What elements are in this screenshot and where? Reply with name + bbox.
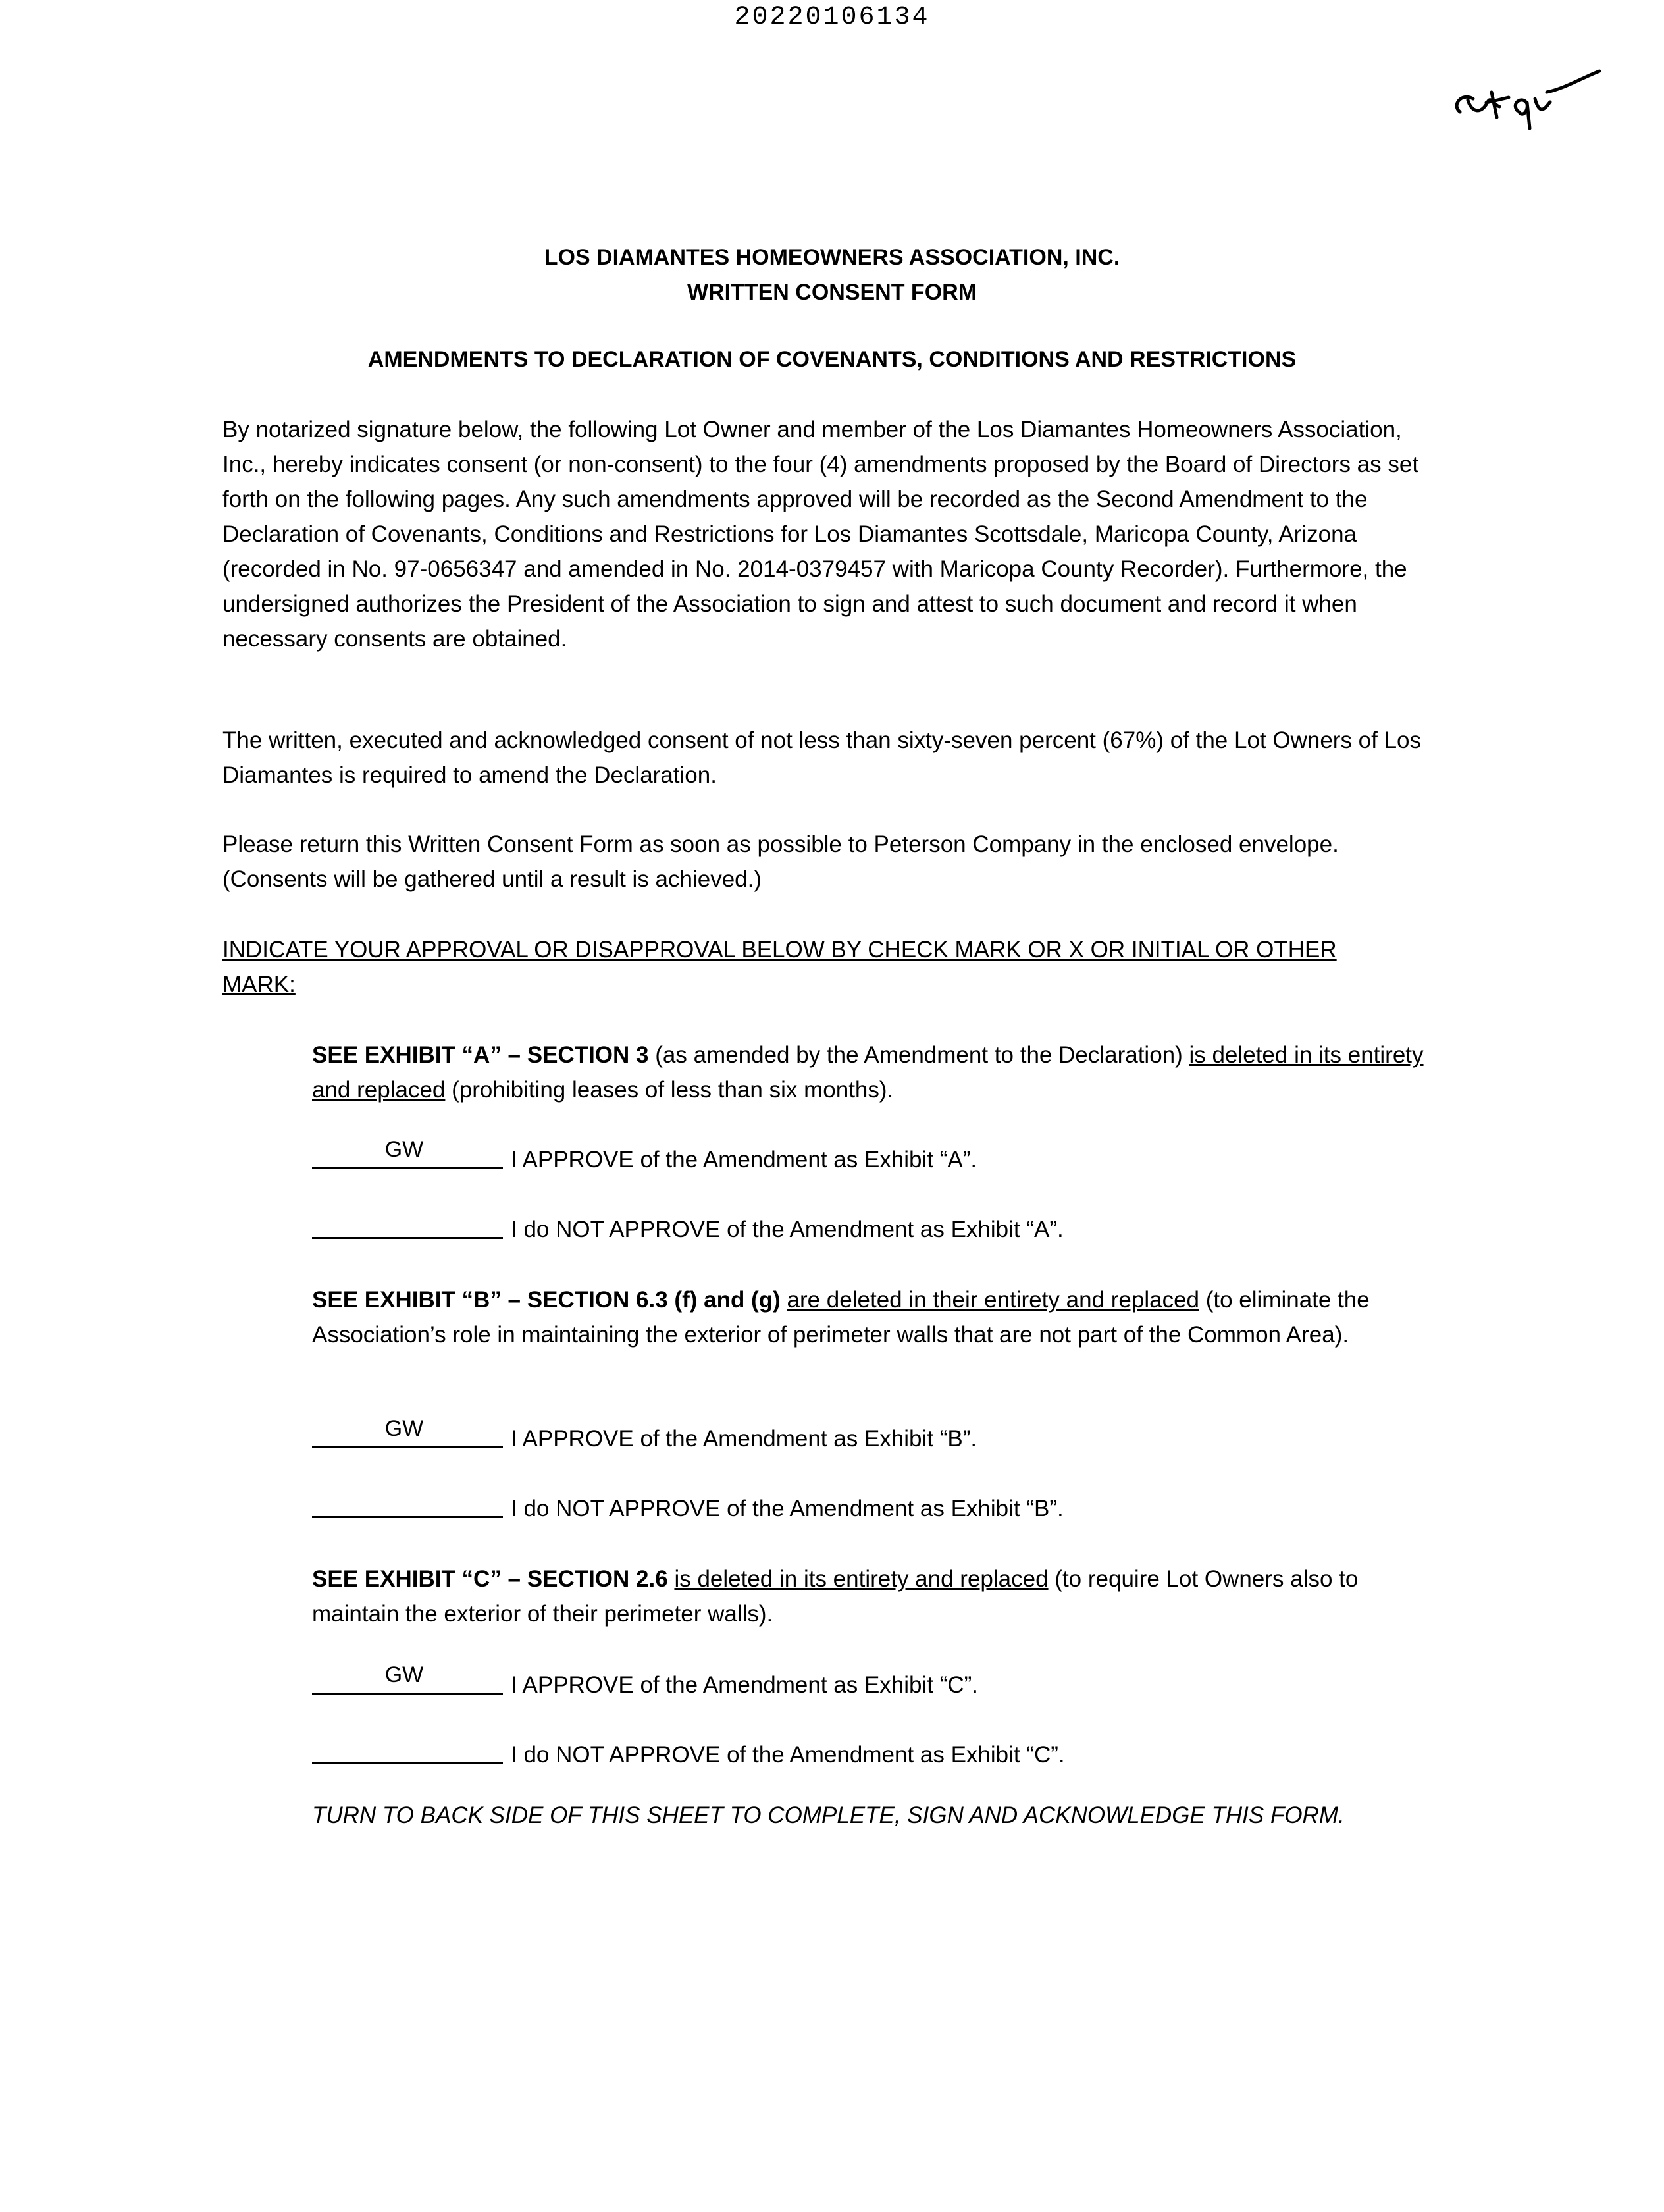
- exhibit-b-heading: SEE EXHIBIT “B” – SECTION 6.3 (f) and (g): [312, 1287, 781, 1313]
- form-title: WRITTEN CONSENT FORM: [687, 280, 977, 305]
- exhibit-a-post: (prohibiting leases of less than six months).: [445, 1077, 894, 1103]
- exhibit-c-disapprove-line: [312, 1729, 1234, 1768]
- exhibit-c-disapprove-blank[interactable]: [312, 1762, 503, 1764]
- return-instructions-paragraph: Please return this Written Consent Form as soon as possible to Peterson Company in the enclosed envelope. (Consents will be gathered until a result is achieved.): [222, 831, 1339, 892]
- exhibit-a-pre: (as amended by the Amendment to the Declaration): [648, 1042, 1189, 1068]
- org-name: LOS DIAMANTES HOMEOWNERS ASSOCIATION, INC.: [544, 245, 1120, 270]
- exhibit-c-description: [312, 1562, 1444, 1631]
- exhibit-b-approve-initials: GW: [384, 1416, 424, 1441]
- exhibit-b-disapprove-blank[interactable]: [312, 1516, 503, 1518]
- exhibit-c-approve-line: [312, 1659, 1234, 1698]
- exhibit-b-post: (to eliminate the Association’s role in maintaining the exterior of perimeter walls that are not part of the Common Area).: [312, 1287, 1370, 1348]
- exhibit-a-description: [312, 1038, 1444, 1107]
- footer-note: TURN TO BACK SIDE OF THIS SHEET TO COMPLETE, SIGN AND ACKNOWLEDGE THIS FORM.: [312, 1803, 1345, 1828]
- intro-paragraph: By notarized signature below, the following Lot Owner and member of the Los Diamantes Homeowners Association, Inc., hereby indicates consent (or non-consent) to the four (4) amendments proposed by the Board of Directors as set forth on the following pages. Any such amendments approved will be recorded as the Second Amendment to the Declaration of Covenants, Conditions and Restrictions for Los Diamantes Scottsdale, Maricopa County, Arizona (recorded in No. 97-0656347 and amended in No. 2014-0379457 with Maricopa County Recorder). Furthermore, the undersigned authorizes the President of the Association to sign and attest to such document and record it when necessary consents are obtained.: [222, 417, 1419, 652]
- exhibit-c-approve-blank[interactable]: [312, 1693, 503, 1695]
- exhibit-c-pre: [668, 1566, 675, 1592]
- exhibit-b-disapprove-line: [312, 1483, 1234, 1522]
- exhibit-b-approve-line: [312, 1413, 1234, 1452]
- document-subject: AMENDMENTS TO DECLARATION OF COVENANTS, CONDITIONS AND RESTRICTIONS: [367, 347, 1297, 372]
- exhibit-a-heading: SEE EXHIBIT “A” – SECTION 3: [312, 1042, 649, 1068]
- recording-number: 20220106134: [734, 3, 930, 32]
- exhibit-c-approve-initials: GW: [384, 1662, 424, 1687]
- exhibit-b-approve-label: I APPROVE of the Amendment as Exhibit “B”.: [511, 1426, 977, 1452]
- exhibit-a-approve-blank[interactable]: [312, 1167, 503, 1169]
- consent-requirement-paragraph: The written, executed and acknowledged consent of not less than sixty-seven percent (67%) of the Lot Owners of Los Diamantes is required to amend the Declaration.: [222, 727, 1422, 788]
- voting-instruction: INDICATE YOUR APPROVAL OR DISAPPROVAL BELOW BY CHECK MARK OR X OR INITIAL OR OTHER MARK:: [222, 937, 1337, 997]
- exhibit-a-disapprove-blank[interactable]: [312, 1237, 503, 1239]
- exhibit-a-disapprove-label: I do NOT APPROVE of the Amendment as Exhibit “A”.: [511, 1217, 1064, 1242]
- exhibit-a-approve-label: I APPROVE of the Amendment as Exhibit “A”.: [511, 1147, 977, 1172]
- exhibit-c-post: (to require Lot Owners also to maintain the exterior of their perimeter walls).: [312, 1566, 1359, 1627]
- exhibit-c-approve-label: I APPROVE of the Amendment as Exhibit “C”.: [511, 1672, 979, 1698]
- exhibit-a-disapprove-line: [312, 1203, 1234, 1243]
- exhibit-c-heading: SEE EXHIBIT “C” – SECTION 2.6: [312, 1566, 668, 1592]
- exhibit-a-approve-line: [312, 1134, 1234, 1173]
- exhibit-c-disapprove-label: I do NOT APPROVE of the Amendment as Exhibit “C”.: [511, 1742, 1065, 1768]
- exhibit-c-underlined: is deleted in its entirety and replaced: [674, 1566, 1049, 1592]
- exhibit-a-underlined: is deleted in its entirety and replaced: [312, 1042, 1424, 1103]
- exhibit-b-description: [312, 1282, 1444, 1352]
- handwritten-initials-mark: [1448, 66, 1606, 145]
- exhibit-b-disapprove-label: I do NOT APPROVE of the Amendment as Exhibit “B”.: [511, 1496, 1064, 1521]
- exhibit-b-approve-blank[interactable]: [312, 1446, 503, 1448]
- exhibit-a-approve-initials: GW: [384, 1137, 424, 1162]
- exhibit-b-underlined: are deleted in their entirety and replaced: [787, 1287, 1199, 1313]
